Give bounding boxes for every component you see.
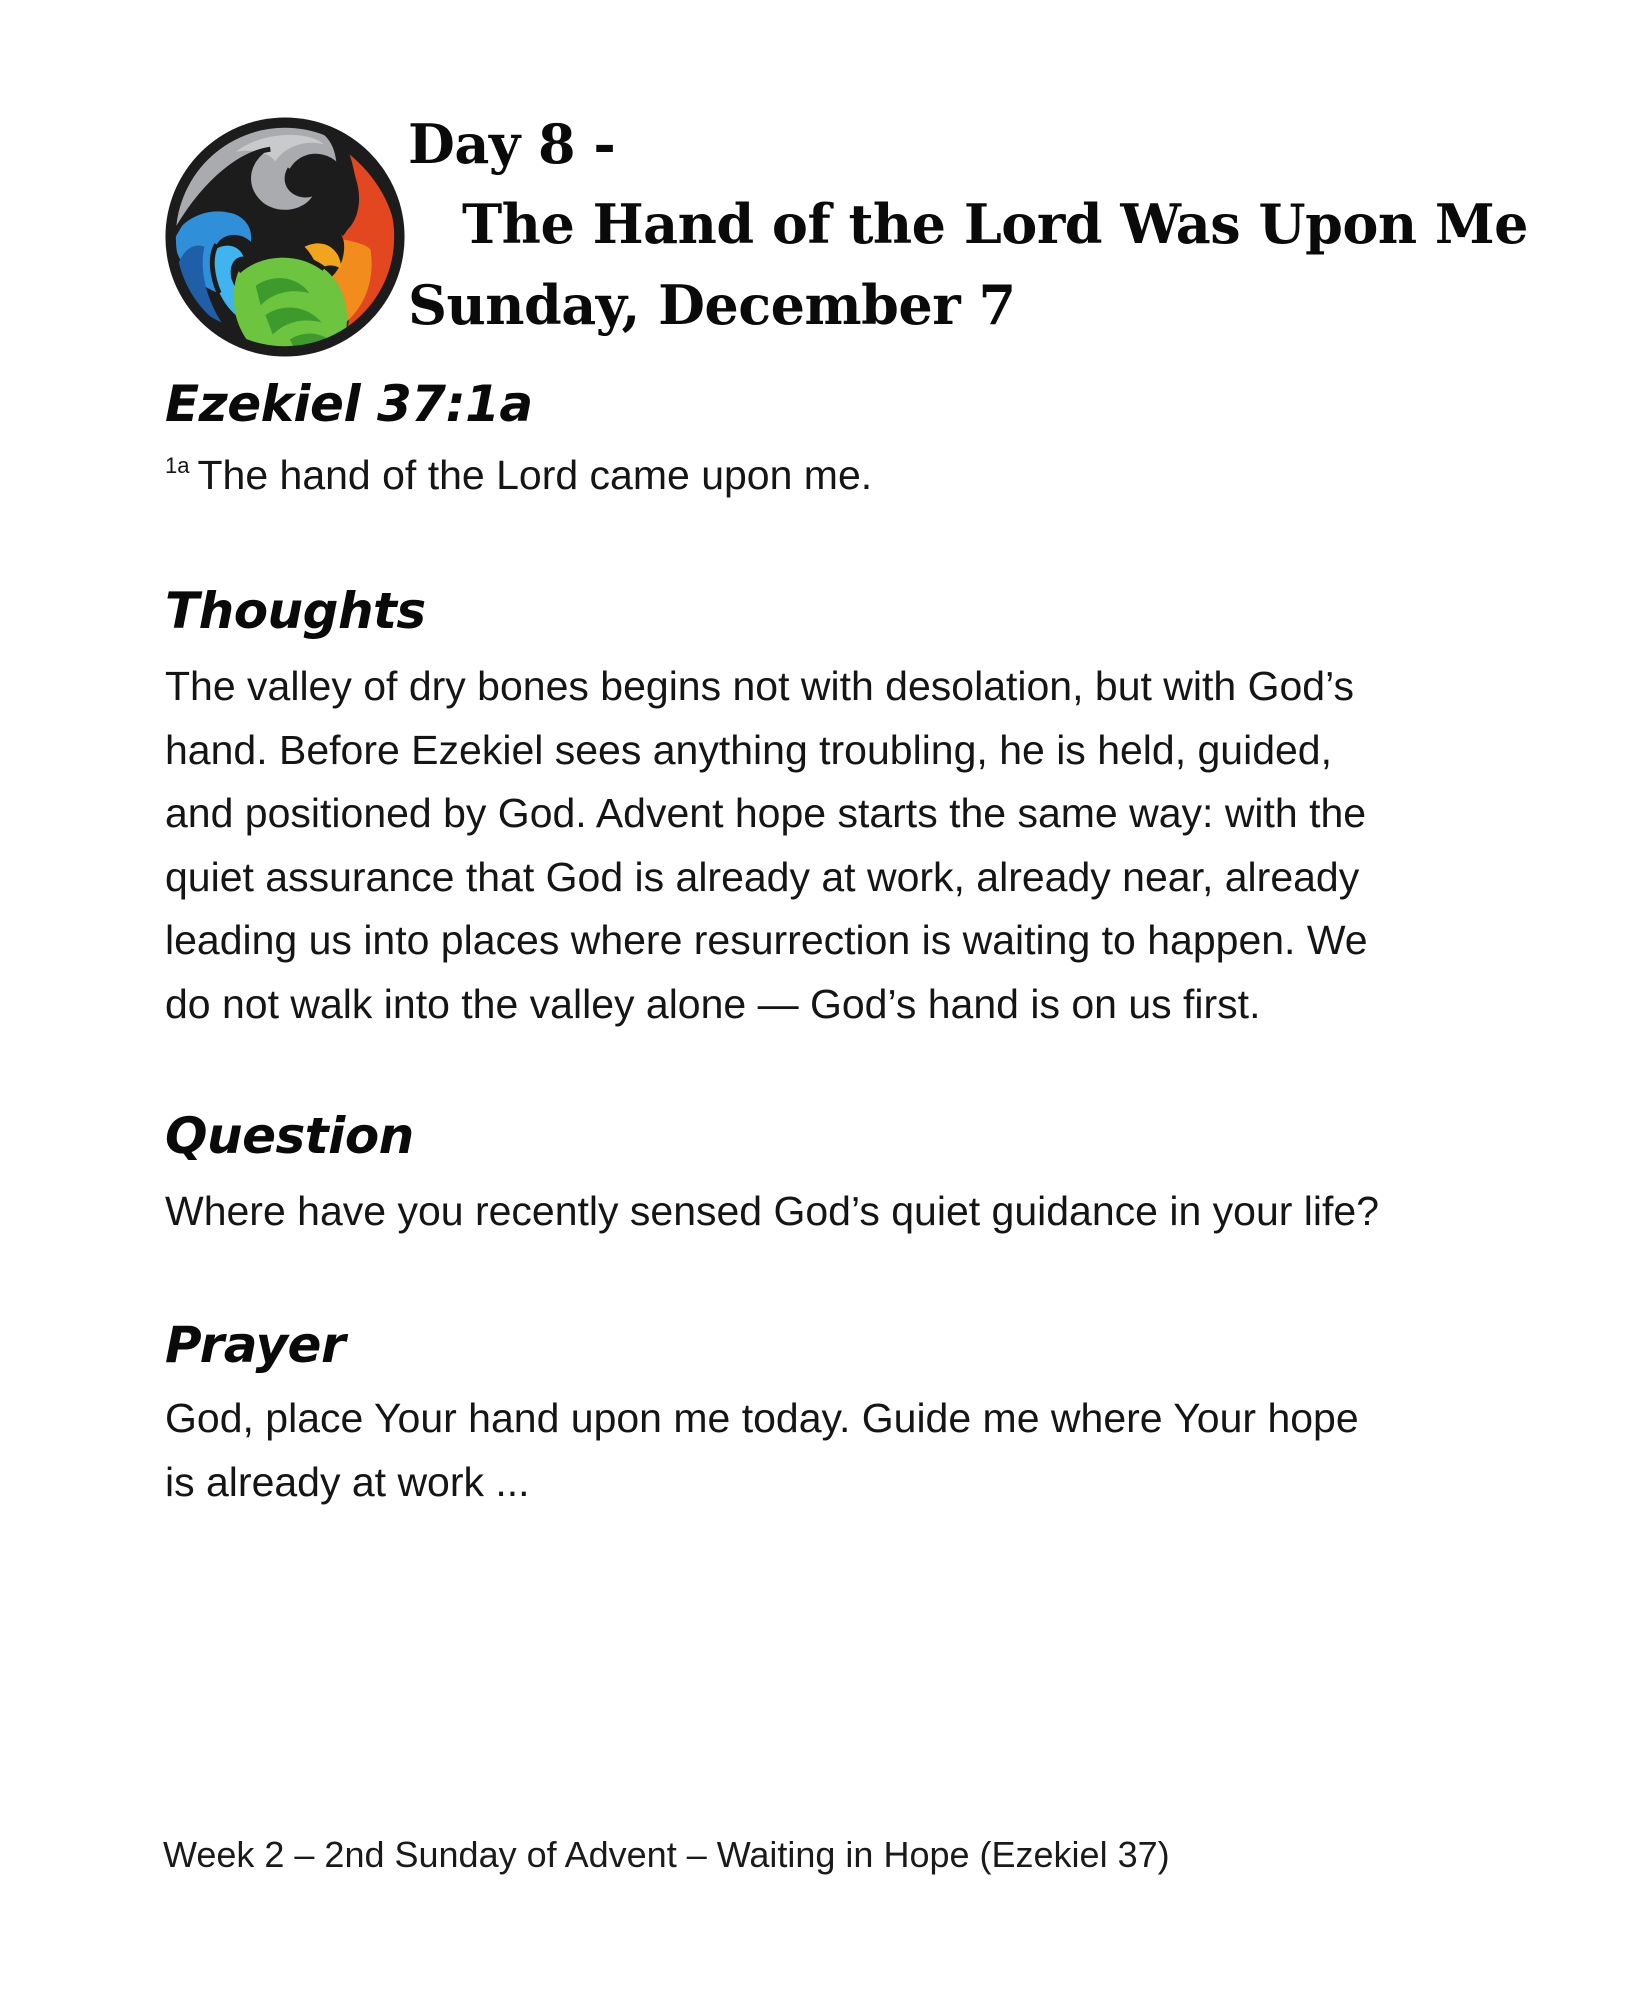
prayer-line: is already at work ... (165, 1458, 530, 1505)
prayer-heading: Prayer (165, 1316, 346, 1374)
question-text: Where have you recently sensed God’s quiet guidance in your life? (165, 1188, 1380, 1234)
thoughts-line: leading us into places where resurrection is waiting to happen. We (165, 917, 1368, 963)
prayer-body (165, 1387, 1505, 1514)
verse-text: The hand of the Lord came upon me. (197, 452, 873, 498)
page-footer: Week 2 – 2nd Sunday of Advent – Waiting in Hope (Ezekiel 37) (163, 1834, 1170, 1875)
scripture-heading: Ezekiel 37:1a (165, 375, 533, 433)
advent-emblem-icon (163, 115, 407, 359)
thoughts-heading: Thoughts (165, 582, 426, 640)
page-date: Sunday, December 7 (408, 273, 1016, 337)
scripture-verse (165, 452, 872, 499)
thoughts-line: do not walk into the valley alone — God’s hand is on us first. (165, 980, 1261, 1027)
question-body (165, 1180, 1505, 1244)
page-title: The Hand of the Lord Was Upon Me (462, 192, 1529, 256)
prayer-line: God, place Your hand upon me today. Guide me where Your hope (165, 1395, 1359, 1441)
verse-number: 1a (165, 453, 190, 478)
thoughts-line: quiet assurance that God is already at work, already near, already (165, 853, 1360, 900)
question-heading: Question (165, 1107, 414, 1165)
thoughts-body (165, 655, 1505, 1036)
thoughts-line: and positioned by God. Advent hope starts the same way: with the (165, 790, 1367, 836)
thoughts-line: The valley of dry bones begins not with desolation, but with God’s (165, 663, 1354, 709)
page-title-day: Day 8 - (408, 112, 616, 176)
thoughts-line: hand. Before Ezekiel sees anything troubling, he is held, guided, (165, 726, 1332, 773)
